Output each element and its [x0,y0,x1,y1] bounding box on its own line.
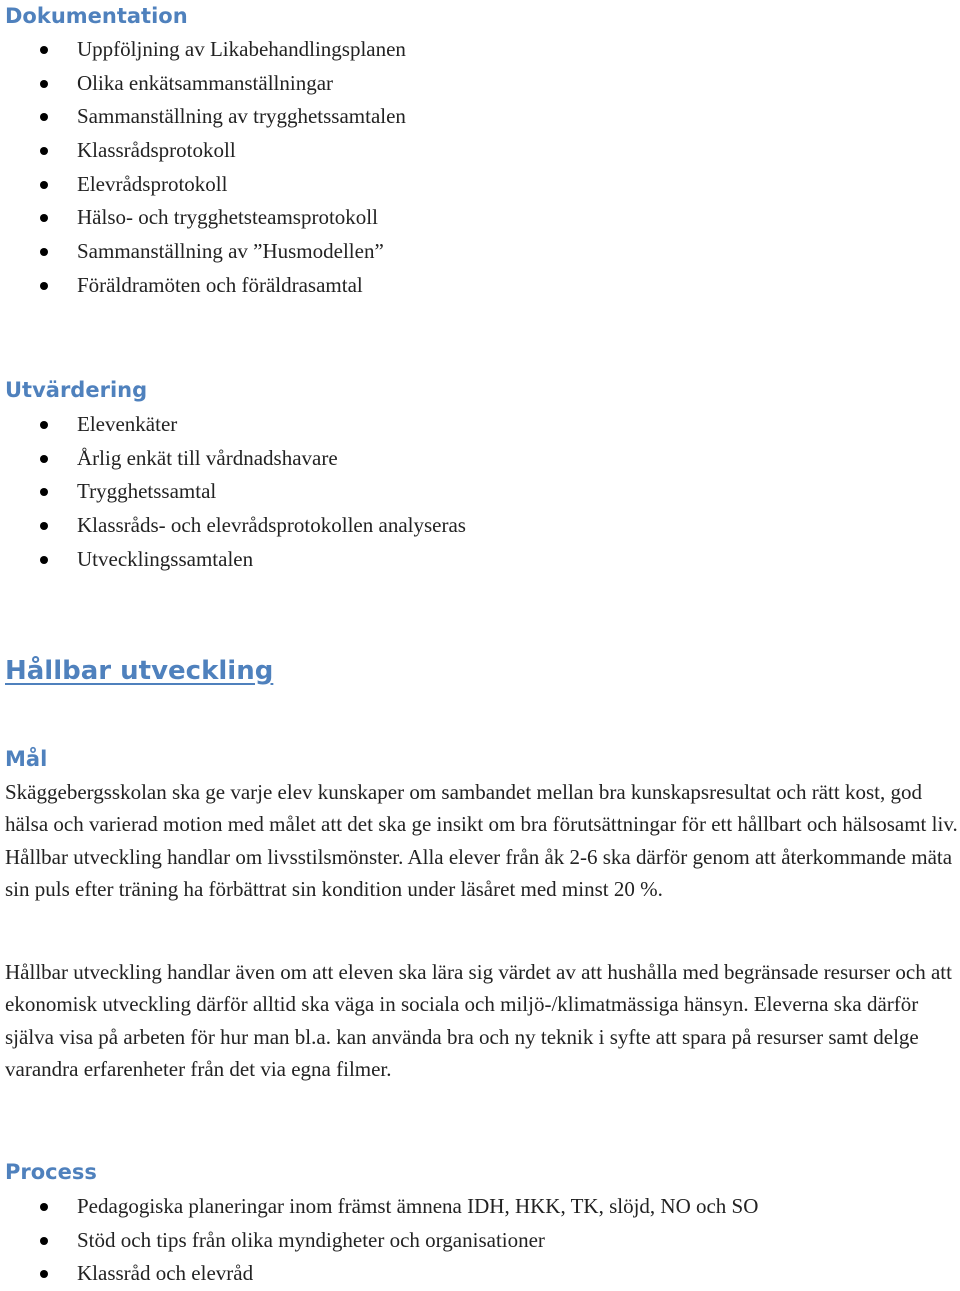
bullet-icon [40,181,48,189]
list-item [0,408,466,442]
list-item [0,201,406,235]
bullet-icon [40,113,48,121]
dokumentation-heading: Dokumentation [5,4,188,28]
list-item [0,1190,758,1224]
bullet-icon [40,556,48,564]
bullet-icon [40,488,48,496]
dokumentation-list [0,33,406,303]
list-item [0,509,466,543]
list-item-text: Sammanställning av trygghetssamtalen [77,104,406,129]
list-item-text: Klassrådsprotokoll [77,138,236,163]
list-item-text: Pedagogiska planeringar inom främst ämnena IDH, HKK, TK, slöjd, NO och SO [77,1194,759,1218]
list-item-text: Utvecklingssamtalen [77,546,254,571]
list-item [0,442,466,476]
list-item-text: Elevrådsprotokoll [77,171,228,196]
mal-heading: Mål [5,747,48,771]
bullet-icon [40,46,48,54]
list-item-text: Stöd och tips från olika myndigheter och organisationer [77,1227,545,1252]
list-item [0,235,406,269]
process-heading: Process [5,1160,97,1184]
bullet-icon [40,1203,48,1211]
list-item [0,475,466,509]
list-item [0,543,466,577]
utvardering-list [0,408,466,576]
list-item-text: Klassråds- och elevrådsprotokollen analyseras [77,513,466,538]
list-item [0,1257,758,1291]
list-item [0,33,406,67]
list-item-text: Klassråd och elevråd [77,1261,254,1286]
bullet-icon [40,248,48,256]
list-item-text: Olika enkätsammanställningar [77,70,334,95]
bullet-icon [40,1270,48,1278]
list-item-text: Föräldramöten och föräldrasamtal [77,272,363,297]
bullet-icon [40,282,48,290]
list-item [0,1224,758,1258]
utvardering-heading: Utvärdering [5,378,148,402]
list-item-text: Årlig enkät till vårdnadshavare [77,445,338,470]
list-item [0,134,406,168]
hallbar-paragraph-1: Skäggebergsskolan ska ge varje elev kunskaper om sambandet mellan bra kunskapsresultat och rätt kost, god hälsa och varierad motion med målet att det ska ge insikt om bra förutsättningar för ett hållbart och hälsosamt liv. Hållbar utveckling handlar om livsstilsmönster. Alla elever från åk 2-6 ska därför genom att återkommande mäta sin puls efter träning ha förbättrat sin kondition under läsåret med minst 20 %. [5,780,958,901]
process-list [0,1190,758,1291]
bullet-icon [40,522,48,530]
bullet-icon [40,80,48,88]
bullet-icon [40,147,48,155]
list-item [0,100,406,134]
bullet-icon [40,1237,48,1245]
bullet-icon [40,421,48,429]
list-item-text: Uppföljning av Likabehandlingsplanen [77,37,406,61]
list-item-text: Trygghetssamtal [77,479,217,504]
bullet-icon [40,214,48,222]
hallbar-utveckling-heading: Hållbar utveckling [5,656,274,686]
list-item [0,67,406,101]
list-item [0,269,406,303]
list-item [0,168,406,202]
bullet-icon [40,455,48,463]
hallbar-paragraph-2: Hållbar utveckling handlar även om att eleven ska lära sig värdet av att hushålla med begränsade resurser och att ekonomisk utveckling därför alltid ska väga in sociala och miljö-/klimatmässiga hänsyn. Eleverna ska därför själva visa på arbeten för hur man bl.a. kan använda bra och ny teknik i syfte att spara på resurser samt delge varandra erfarenheter från det via egna filmer. [5,960,952,1081]
list-item-text: Elevenkäter [77,412,178,436]
list-item-text: Hälso- och trygghetsteamsprotokoll [77,205,378,230]
list-item-text: Sammanställning av ”Husmodellen” [77,239,384,264]
